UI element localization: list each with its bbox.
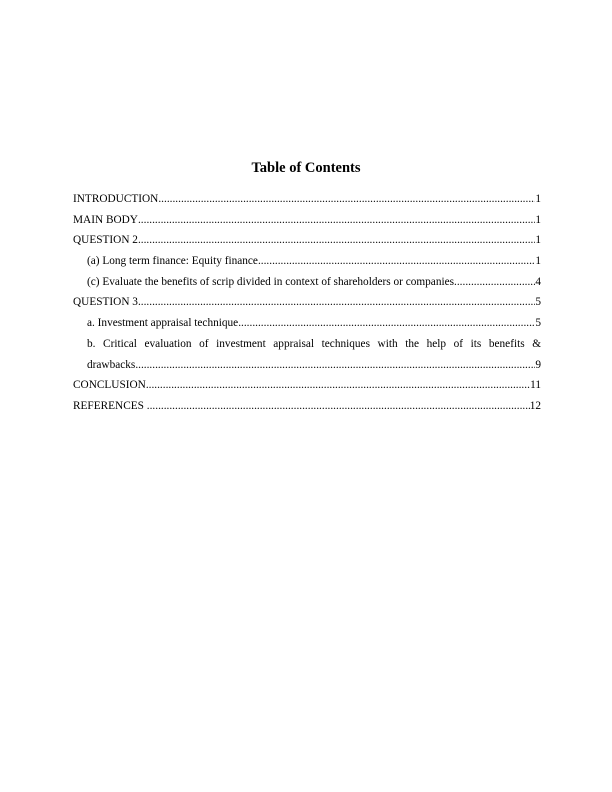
dot-leader xyxy=(138,292,535,313)
toc-entry-critical-evaluation-line2[interactable] xyxy=(73,355,541,376)
toc-page-number: 5 xyxy=(535,317,541,330)
toc-page-number: 1 xyxy=(535,213,541,226)
toc-entry-references[interactable] xyxy=(73,396,541,417)
toc-entry-label: a. Investment appraisal technique xyxy=(87,317,239,330)
toc-page-number: 4 xyxy=(535,275,541,288)
toc-entry-label: b. Critical evaluation of investment appraisal techniques with the help of its benefits & xyxy=(87,337,541,350)
toc-entry-investment-appraisal[interactable] xyxy=(73,313,541,334)
toc-entry-question-3[interactable] xyxy=(73,292,541,313)
dot-leader xyxy=(146,375,530,396)
dot-leader xyxy=(147,396,530,417)
toc-entry-question-2[interactable] xyxy=(73,230,541,251)
toc-entry-label: CONCLUSION xyxy=(73,379,146,392)
toc-entry-label: QUESTION 2 xyxy=(73,234,138,247)
dot-leader xyxy=(454,272,535,293)
toc-entry-label: REFERENCES xyxy=(73,399,147,412)
toc-entry-main-body[interactable] xyxy=(73,210,541,231)
dot-leader xyxy=(258,251,535,272)
toc-page-number: 12 xyxy=(529,399,541,412)
dot-leader xyxy=(138,230,535,251)
toc-entry-label: drawbacks xyxy=(87,358,136,371)
toc-entry-scrip-dividend[interactable] xyxy=(73,272,541,293)
dot-leader xyxy=(138,210,535,231)
toc-page-number: 9 xyxy=(535,358,541,371)
toc-entry-label: (a) Long term finance: Equity finance xyxy=(87,255,258,268)
toc-entry-equity-finance[interactable] xyxy=(73,251,541,272)
toc-entry-label: MAIN BODY xyxy=(73,213,138,226)
toc-page-number: 1 xyxy=(535,193,541,205)
toc-page-number: 5 xyxy=(535,296,541,309)
toc-page-number: 11 xyxy=(530,379,541,392)
toc-entry-introduction[interactable] xyxy=(73,189,541,210)
dot-leader xyxy=(135,355,535,376)
toc-entry-label: QUESTION 3 xyxy=(73,296,138,309)
toc-entry-label: (c) Evaluate the benefits of scrip divided in context of shareholders or companies xyxy=(87,275,455,288)
toc-page-number: 1 xyxy=(535,255,541,268)
toc-entry-critical-evaluation-line1[interactable] xyxy=(73,334,541,355)
dot-leader xyxy=(238,313,535,334)
toc-entry-label: INTRODUCTION xyxy=(73,193,159,205)
toc-entry-conclusion[interactable] xyxy=(73,375,541,396)
page-title: Table of Contents xyxy=(251,160,361,176)
table-of-contents xyxy=(73,189,541,417)
dot-leader xyxy=(158,189,535,210)
toc-page-number: 1 xyxy=(535,234,541,247)
